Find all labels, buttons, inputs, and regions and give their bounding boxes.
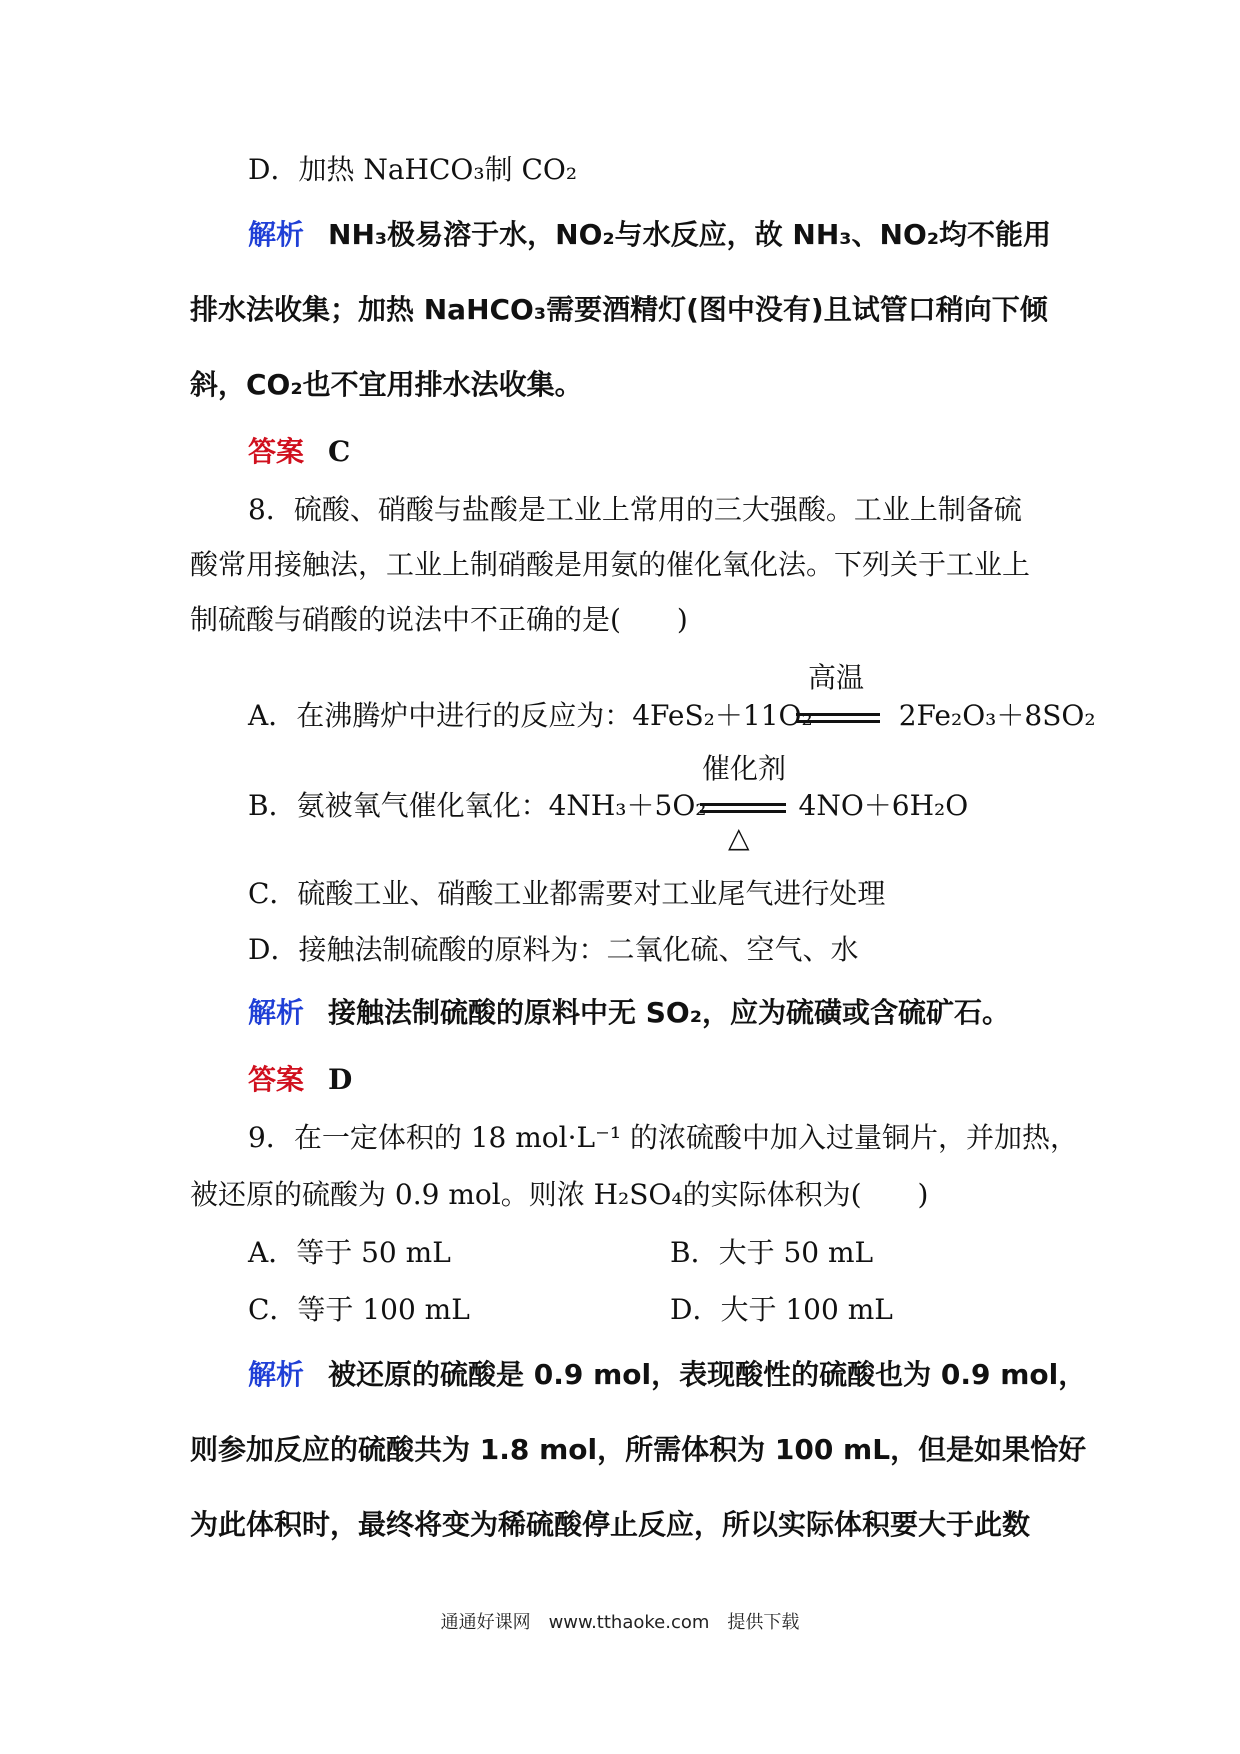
- q9-stem-line-1: 9．在一定体积的 18 mol·L⁻¹ 的浓硫酸中加入过量铜片，并加热，: [248, 1121, 1079, 1154]
- q8-option-a: [248, 696, 1096, 736]
- q7-explanation-line-3: 斜，CO₂也不宜用排水法收集。: [190, 368, 583, 401]
- explanation-text: NH₃极易溶于水，NO₂与水反应，故 NH₃、NO₂均不能用: [328, 218, 1052, 251]
- q7-explanation-line-2: 排水法收集；加热 NaHCO₃需要酒精灯(图中没有)且试管口稍向下倾: [190, 293, 1048, 326]
- q8-option-b-condition-bottom: △: [728, 821, 750, 854]
- explanation-label: 解析: [248, 996, 305, 1029]
- page-footer: 通通好课网 www.tthaoke.com 提供下载: [440, 1612, 800, 1633]
- answer-label: 答案: [248, 435, 305, 468]
- equals-sign: [796, 713, 880, 723]
- q8-answer: [248, 1060, 352, 1100]
- answer-value: D: [328, 1063, 353, 1096]
- q9-option-b: B．大于 50 mL: [670, 1236, 874, 1269]
- q9-option-a: A．等于 50 mL: [248, 1236, 451, 1269]
- q9-explanation-line-2: 则参加反应的硫酸共为 1.8 mol，所需体积为 100 mL，但是如果恰好: [190, 1433, 1087, 1466]
- explanation-text: 接触法制硫酸的原料中无 SO₂，应为硫磺或含硫矿石。: [328, 996, 1010, 1029]
- q8-stem-line-1: 8．硫酸、硝酸与盐酸是工业上常用的三大强酸。工业上制备硫: [248, 493, 1022, 526]
- equation-left: B．氨被氧气催化氧化：4NH₃＋5O₂: [248, 789, 707, 822]
- explanation-text: 被还原的硫酸是 0.9 mol，表现酸性的硫酸也为 0.9 mol，: [328, 1358, 1087, 1391]
- q8-stem-line-2: 酸常用接触法，工业上制硝酸是用氨的催化氧化法。下列关于工业上: [190, 548, 1031, 581]
- q8-explanation: [248, 993, 1010, 1033]
- q7-explanation-line-1: [248, 215, 1051, 255]
- q9-stem-line-2: 被还原的硫酸为 0.9 mol。则浓 H₂SO₄的实际体积为( ): [190, 1178, 929, 1211]
- equals-sign: [700, 803, 786, 813]
- q7-option-d: D．加热 NaHCO₃制 CO₂: [248, 153, 578, 186]
- q7-answer: [248, 432, 350, 472]
- q9-option-c: C．等于 100 mL: [248, 1293, 470, 1326]
- q9-option-d: D．大于 100 mL: [670, 1293, 893, 1326]
- equation-right: 2Fe₂O₃＋8SO₂: [898, 699, 1096, 732]
- q8-option-a-condition: 高温: [808, 661, 865, 694]
- equation-right: 4NO＋6H₂O: [798, 789, 969, 822]
- q8-option-c: C．硫酸工业、硝酸工业都需要对工业尾气进行处理: [248, 877, 886, 910]
- q9-explanation-line-3: 为此体积时，最终将变为稀硫酸停止反应，所以实际体积要大于此数: [190, 1508, 1031, 1541]
- q8-option-b: [248, 786, 968, 826]
- explanation-label: 解析: [248, 218, 305, 251]
- equation-left: A．在沸腾炉中进行的反应为：4FeS₂＋11O₂: [248, 699, 813, 732]
- answer-label: 答案: [248, 1063, 305, 1096]
- q8-option-d: D．接触法制硫酸的原料为：二氧化硫、空气、水: [248, 933, 859, 966]
- q8-option-b-condition-top: 催化剂: [702, 752, 787, 785]
- q9-explanation-line-1: [248, 1355, 1086, 1395]
- explanation-label: 解析: [248, 1358, 305, 1391]
- answer-value: C: [328, 435, 351, 468]
- q8-stem-line-3: 制硫酸与硝酸的说法中不正确的是( ): [190, 603, 688, 636]
